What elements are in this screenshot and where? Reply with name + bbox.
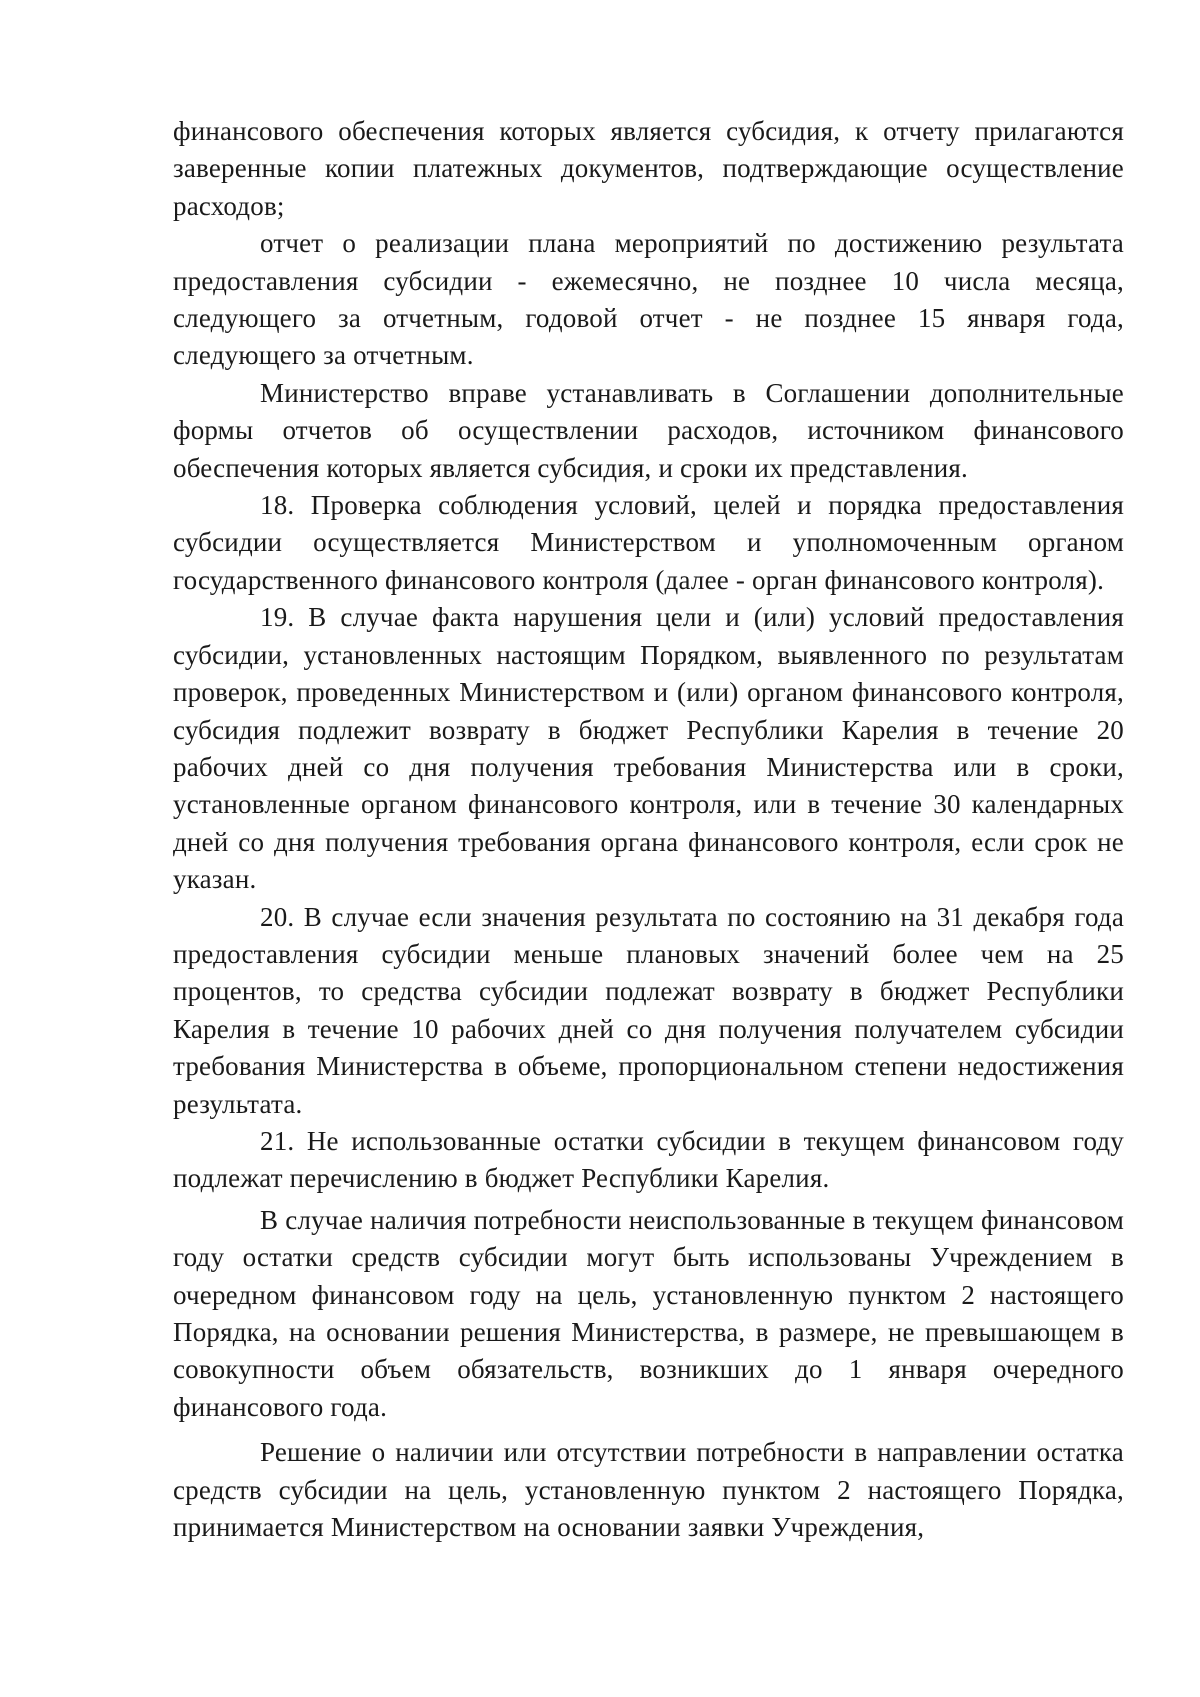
document-body bbox=[173, 113, 1124, 1546]
paragraph-20: 20. В случае если значения результата по состоянию на 31 декабря года предоставления субсидии меньше плановых значений более чем на 25 процентов, то средства субсидии подлежат возврату в бюджет Республики Карелия в течение 10 рабочих дней со дня получения получателем субсидии требования Министерства в объеме, пропорциональном степени недостижения результата. bbox=[173, 901, 1124, 1119]
paragraph-19: 19. В случае факта нарушения цели и (или) условий предоставления субсидии, установленных настоящим Порядком, выявленного по результатам проверок, проведенных Министерством и (или) органом финансового контроля, субсидия подлежит возврату в бюджет Республики Карелия в течение 20 рабочих дней со дня получения требования Министерства или в сроки, установленные органом финансового контроля, или в течение 30 календарных дней со дня получения требования органа финансового контроля, если срок не указан. bbox=[173, 602, 1124, 895]
paragraph-additional-forms: Министерство вправе устанавливать в Соглашении дополнительные формы отчетов об осуществлении расходов, источником финансового обеспечения которых является субсидия, и сроки их представления. bbox=[173, 377, 1124, 483]
paragraph-21-residuals: В случае наличия потребности неиспользованные в текущем финансовом году остатки средств субсидии могут быть использованы Учреждением в очередном финансовом году на цель, установленную пунктом 2 настоящего Порядка, на основании решения Министерства, в размере, не превышающем в совокупности объем обязательств, возникших до 1 января очередного финансового года. bbox=[173, 1204, 1124, 1422]
paragraph-continuation: финансового обеспечения которых является субсидия, к отчету прилагаются заверенные копии платежных документов, подтверждающие осуществление расходов; bbox=[173, 116, 1124, 221]
paragraph-report-plan: отчет о реализации плана мероприятий по достижению результата предоставления субсидии - ежемесячно, не позднее 10 числа месяца, следующего за отчетным, годовой отчет - не позднее 15 января года, следующего за отчетным. bbox=[173, 228, 1124, 371]
paragraph-18: 18. Проверка соблюдения условий, целей и порядка предоставления субсидии осуществляется Министерством и уполномоченным органом государственного финансового контроля (далее - орган финансового контроля). bbox=[173, 490, 1124, 595]
paragraph-21-decision: Решение о наличии или отсутствии потребности в направлении остатка средств субсидии на цель, установленную пунктом 2 настоящего Порядка, принимается Министерством на основании заявки Учреждения, bbox=[173, 1437, 1124, 1543]
paragraph-21: 21. Не использованные остатки субсидии в текущем финансовом году подлежат перечислению в бюджет Республики Карелия. bbox=[173, 1125, 1124, 1194]
